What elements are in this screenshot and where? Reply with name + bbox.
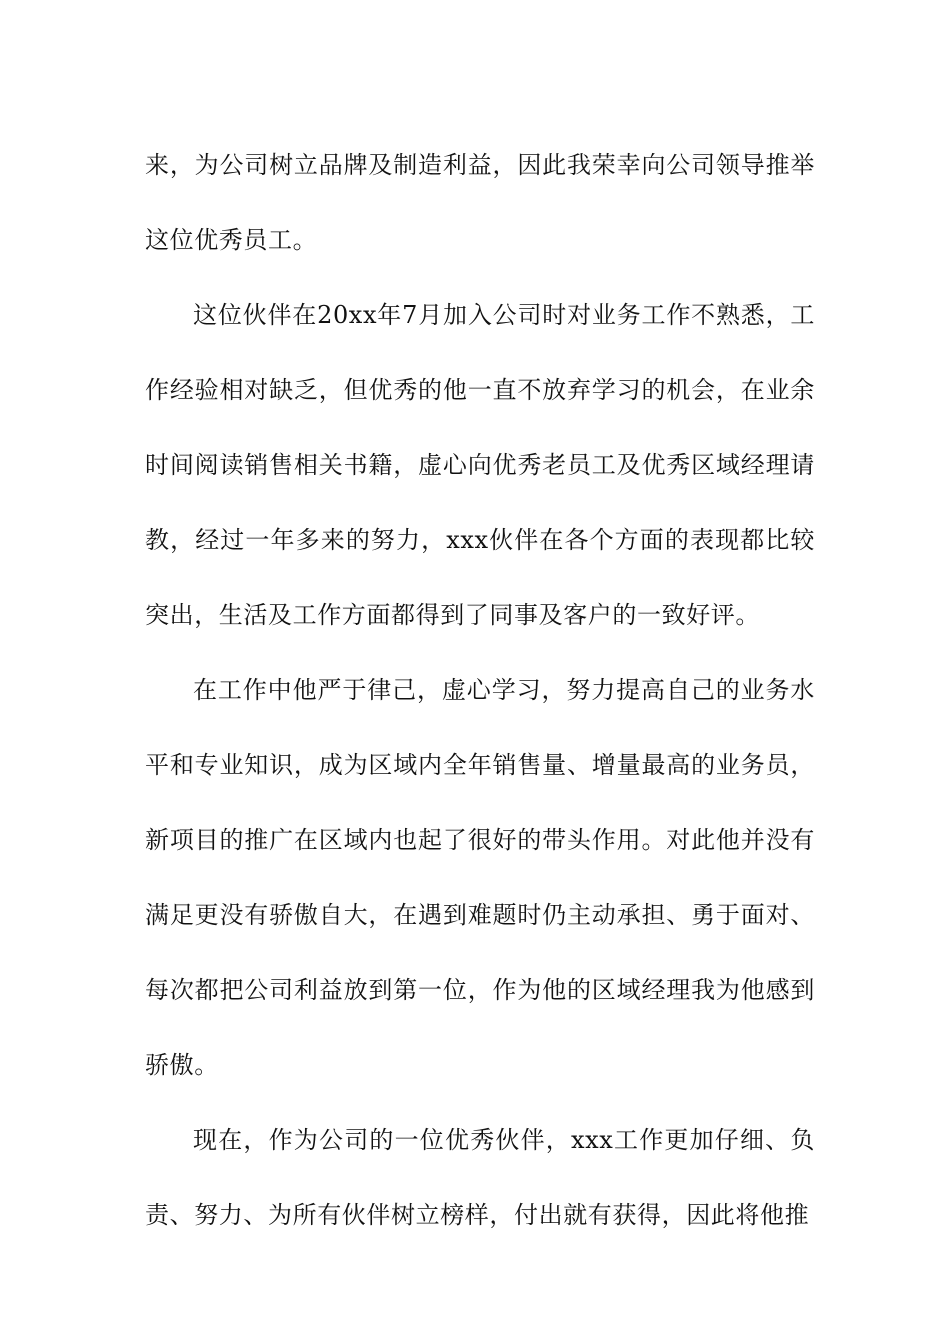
paragraph-4: 现在，作为公司的一位优秀伙伴，xxx工作更加仔细、负责、努力、为所有伙伴树立榜样，付出就有获得，因此将他推 xyxy=(145,1126,815,1229)
paragraph-3: 在工作中他严于律己，虚心学习，努力提高自己的业务水平和专业知识，成为区域内全年销售量、增量最高的业务员，新项目的推广在区域内也起了很好的带头作用。对此他并没有满足更没有骄傲自大，在遇到难题时仍主动承担、勇于面对、每次都把公司利益放到第一位，作为他的区域经理我为他感到骄傲。 xyxy=(145,676,815,1079)
document-body xyxy=(145,128,815,1253)
paragraph-2: 这位伙伴在20xx年7月加入公司时对业务工作不熟悉，工作经验相对缺乏，但优秀的他一直不放弃学习的机会，在业余时间阅读销售相关书籍，虚心向优秀老员工及优秀区域经理请教，经过一年多来的努力，xxx伙伴在各个方面的表现都比较突出，生活及工作方面都得到了同事及客户的一致好评。 xyxy=(145,301,815,629)
paragraph-1: 来，为公司树立品牌及制造利益，因此我荣幸向公司领导推举这位优秀员工。 xyxy=(145,151,815,254)
